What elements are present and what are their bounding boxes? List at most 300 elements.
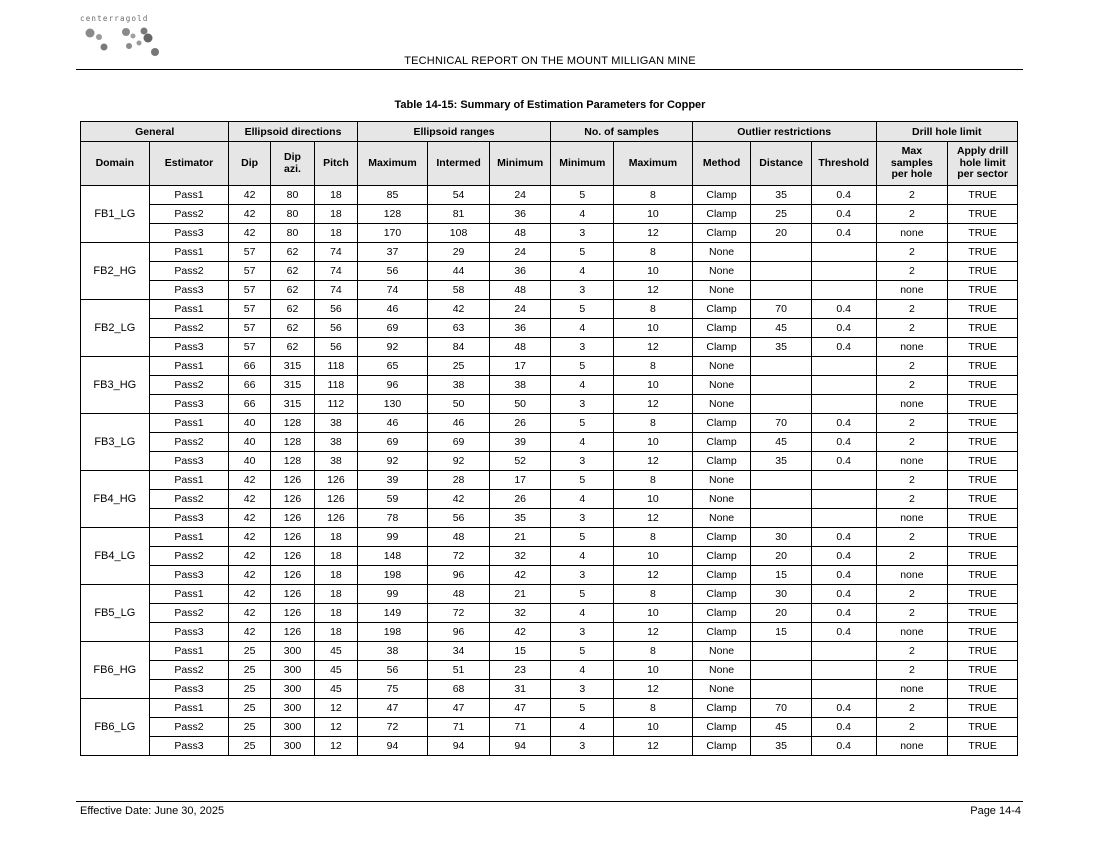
- column-header: Dip: [229, 142, 270, 186]
- table-cell: 0.4: [811, 737, 876, 756]
- table-cell: 96: [357, 376, 428, 395]
- table-cell: 74: [315, 262, 357, 281]
- table-cell: 10: [614, 661, 693, 680]
- table-cell: 2: [876, 547, 948, 566]
- column-header-row: [81, 142, 1018, 186]
- table-cell: 128: [270, 433, 314, 452]
- table-cell: TRUE: [948, 585, 1018, 604]
- table-cell: 2: [876, 300, 948, 319]
- table-cell: 170: [357, 224, 428, 243]
- table-row: [81, 281, 1018, 300]
- table-cell: 5: [551, 357, 614, 376]
- table-cell: 17: [489, 471, 551, 490]
- table-cell: Pass3: [149, 680, 229, 699]
- table-cell: 8: [614, 414, 693, 433]
- table-cell: 74: [315, 243, 357, 262]
- table-cell: 315: [270, 395, 314, 414]
- table-row: [81, 490, 1018, 509]
- table-row: [81, 604, 1018, 623]
- table-cell: 148: [357, 547, 428, 566]
- estimation-parameters-table: [80, 121, 1018, 756]
- table-cell: 5: [551, 186, 614, 205]
- table-caption: Table 14-15: Summary of Estimation Parameters for Copper: [394, 99, 706, 111]
- table-cell: 80: [270, 224, 314, 243]
- table-cell: 48: [428, 585, 490, 604]
- table-cell: 42: [229, 471, 270, 490]
- table-cell: 0.4: [811, 186, 876, 205]
- table-cell: Clamp: [692, 224, 751, 243]
- table-cell: Pass3: [149, 623, 229, 642]
- table-row: [81, 737, 1018, 756]
- table-cell: 12: [614, 281, 693, 300]
- table-cell: 4: [551, 262, 614, 281]
- table-cell: 85: [357, 186, 428, 205]
- table-cell: 12: [614, 224, 693, 243]
- table-cell: 99: [357, 528, 428, 547]
- table-cell: 130: [357, 395, 428, 414]
- table-cell: 62: [270, 300, 314, 319]
- table-cell: 198: [357, 623, 428, 642]
- table-cell: None: [692, 262, 751, 281]
- table-cell: 69: [357, 433, 428, 452]
- table-cell: 96: [428, 623, 490, 642]
- table-cell: [751, 357, 812, 376]
- table-cell: none: [876, 737, 948, 756]
- effective-date: Effective Date: June 30, 2025: [80, 805, 225, 817]
- table-cell: Pass2: [149, 319, 229, 338]
- table-row: [81, 205, 1018, 224]
- table-cell: TRUE: [948, 224, 1018, 243]
- table-cell: 0.4: [811, 699, 876, 718]
- table-cell: TRUE: [948, 433, 1018, 452]
- table-cell: 10: [614, 205, 693, 224]
- table-cell: 62: [270, 243, 314, 262]
- table-cell: 45: [751, 433, 812, 452]
- table-cell: 5: [551, 300, 614, 319]
- table-cell: 38: [357, 642, 428, 661]
- table-cell: TRUE: [948, 547, 1018, 566]
- table-cell: 40: [229, 414, 270, 433]
- table-cell: 0.4: [811, 547, 876, 566]
- table-cell: 20: [751, 547, 812, 566]
- column-header: Estimator: [149, 142, 229, 186]
- table-cell: 118: [315, 376, 357, 395]
- table-cell: 32: [489, 547, 551, 566]
- table-cell: 0.4: [811, 414, 876, 433]
- report-title: TECHNICAL REPORT ON THE MOUNT MILLIGAN MINE: [404, 55, 696, 67]
- table-cell: 3: [551, 566, 614, 585]
- table-cell: 128: [270, 452, 314, 471]
- table-cell: Pass3: [149, 452, 229, 471]
- table-cell: None: [692, 471, 751, 490]
- table-cell: Clamp: [692, 433, 751, 452]
- table-cell: 57: [229, 319, 270, 338]
- table-cell: Pass2: [149, 661, 229, 680]
- table-cell: TRUE: [948, 357, 1018, 376]
- table-cell: 0.4: [811, 224, 876, 243]
- table-cell: 18: [315, 623, 357, 642]
- table-cell: 0.4: [811, 585, 876, 604]
- table-cell: none: [876, 566, 948, 585]
- table-cell: 8: [614, 243, 693, 262]
- table-cell: 18: [315, 186, 357, 205]
- table-cell: 10: [614, 433, 693, 452]
- table-cell: 57: [229, 262, 270, 281]
- table-row: [81, 376, 1018, 395]
- table-cell: [811, 357, 876, 376]
- table-cell: 24: [489, 300, 551, 319]
- table-cell: Pass3: [149, 737, 229, 756]
- table-cell: 57: [229, 281, 270, 300]
- table-cell: 46: [428, 414, 490, 433]
- table-cell: None: [692, 243, 751, 262]
- table-cell: None: [692, 680, 751, 699]
- table-cell: 50: [428, 395, 490, 414]
- table-cell: 38: [315, 433, 357, 452]
- logo-wordmark: centerragold: [80, 14, 149, 23]
- table-cell: 15: [751, 623, 812, 642]
- table-cell: TRUE: [948, 566, 1018, 585]
- table-cell: 2: [876, 661, 948, 680]
- table-cell: 42: [229, 566, 270, 585]
- table-cell: 72: [428, 604, 490, 623]
- column-header: Max samples per hole: [876, 142, 948, 186]
- table-cell: 56: [315, 338, 357, 357]
- table-row: [81, 262, 1018, 281]
- table-cell: 12: [614, 566, 693, 585]
- table-cell: Clamp: [692, 737, 751, 756]
- table-cell: 12: [614, 737, 693, 756]
- table-cell: 126: [270, 604, 314, 623]
- table-cell: 128: [270, 414, 314, 433]
- table-cell: 3: [551, 680, 614, 699]
- table-cell: Pass1: [149, 414, 229, 433]
- page-number: Page 14-4: [970, 805, 1021, 817]
- domain-cell: FB2_LG: [81, 300, 150, 357]
- table-cell: 0.4: [811, 300, 876, 319]
- table-cell: Clamp: [692, 414, 751, 433]
- domain-cell: FB1_LG: [81, 186, 150, 243]
- table-cell: 300: [270, 699, 314, 718]
- table-cell: 8: [614, 300, 693, 319]
- table-cell: Clamp: [692, 452, 751, 471]
- table-cell: 25: [229, 718, 270, 737]
- table-row: [81, 357, 1018, 376]
- table-cell: 300: [270, 661, 314, 680]
- table-cell: 94: [428, 737, 490, 756]
- table-cell: TRUE: [948, 281, 1018, 300]
- table-cell: Clamp: [692, 623, 751, 642]
- table-cell: 38: [428, 376, 490, 395]
- table-cell: 0.4: [811, 452, 876, 471]
- table-row: [81, 718, 1018, 737]
- table-cell: Pass3: [149, 281, 229, 300]
- table-cell: Clamp: [692, 205, 751, 224]
- table-cell: 99: [357, 585, 428, 604]
- table-cell: 70: [751, 300, 812, 319]
- table-row: [81, 300, 1018, 319]
- table-cell: Pass3: [149, 224, 229, 243]
- table-cell: 2: [876, 319, 948, 338]
- domain-cell: FB3_HG: [81, 357, 150, 414]
- table-cell: Clamp: [692, 319, 751, 338]
- table-cell: TRUE: [948, 319, 1018, 338]
- table-cell: TRUE: [948, 604, 1018, 623]
- table-cell: 17: [489, 357, 551, 376]
- table-cell: Clamp: [692, 547, 751, 566]
- table-cell: 10: [614, 547, 693, 566]
- table-cell: 8: [614, 471, 693, 490]
- table-cell: 10: [614, 490, 693, 509]
- table-cell: 25: [229, 699, 270, 718]
- table-cell: 42: [428, 300, 490, 319]
- table-cell: 68: [428, 680, 490, 699]
- table-cell: 0.4: [811, 566, 876, 585]
- table-cell: Pass3: [149, 338, 229, 357]
- table-cell: 24: [489, 243, 551, 262]
- table-cell: 45: [315, 661, 357, 680]
- table-cell: [751, 490, 812, 509]
- table-cell: None: [692, 509, 751, 528]
- table-cell: TRUE: [948, 642, 1018, 661]
- table-cell: 5: [551, 471, 614, 490]
- table-cell: 56: [315, 319, 357, 338]
- table-cell: 128: [357, 205, 428, 224]
- group-header: Drill hole limit: [876, 122, 1017, 142]
- table-cell: 94: [489, 737, 551, 756]
- table-cell: 12: [315, 699, 357, 718]
- table-cell: Pass2: [149, 262, 229, 281]
- table-cell: 42: [428, 490, 490, 509]
- table-cell: Clamp: [692, 566, 751, 585]
- table-cell: 31: [489, 680, 551, 699]
- table-cell: 69: [357, 319, 428, 338]
- table-cell: 28: [428, 471, 490, 490]
- table-cell: Clamp: [692, 338, 751, 357]
- table-cell: TRUE: [948, 452, 1018, 471]
- table-cell: Pass2: [149, 547, 229, 566]
- table-cell: 25: [229, 642, 270, 661]
- column-header: Method: [692, 142, 751, 186]
- table-cell: 50: [489, 395, 551, 414]
- table-row: [81, 623, 1018, 642]
- table-cell: 12: [315, 737, 357, 756]
- table-cell: 24: [489, 186, 551, 205]
- table-cell: 25: [229, 661, 270, 680]
- table-cell: [811, 661, 876, 680]
- table-cell: 42: [229, 186, 270, 205]
- table-cell: 38: [315, 452, 357, 471]
- table-cell: 5: [551, 642, 614, 661]
- table-cell: 2: [876, 357, 948, 376]
- table-cell: 70: [751, 414, 812, 433]
- table-cell: 35: [751, 452, 812, 471]
- table-cell: [811, 642, 876, 661]
- column-header: Apply drill hole limit per sector: [948, 142, 1018, 186]
- domain-cell: FB6_LG: [81, 699, 150, 756]
- table-cell: 4: [551, 547, 614, 566]
- table-cell: 40: [229, 433, 270, 452]
- table-cell: Pass2: [149, 718, 229, 737]
- table-cell: 126: [315, 490, 357, 509]
- table-cell: 315: [270, 357, 314, 376]
- table-cell: TRUE: [948, 300, 1018, 319]
- table-cell: 2: [876, 243, 948, 262]
- table-cell: 62: [270, 262, 314, 281]
- table-cell: 30: [751, 528, 812, 547]
- table-cell: 38: [489, 376, 551, 395]
- table-cell: 42: [229, 490, 270, 509]
- table-cell: TRUE: [948, 243, 1018, 262]
- table-cell: 12: [614, 509, 693, 528]
- table-cell: 0.4: [811, 319, 876, 338]
- table-cell: [811, 376, 876, 395]
- table-cell: 35: [751, 186, 812, 205]
- table-cell: [811, 509, 876, 528]
- table-cell: 84: [428, 338, 490, 357]
- footer-divider: [76, 801, 1023, 802]
- table-cell: 18: [315, 224, 357, 243]
- table-cell: 92: [357, 452, 428, 471]
- table-cell: 80: [270, 186, 314, 205]
- column-header: Domain: [81, 142, 150, 186]
- table-cell: none: [876, 452, 948, 471]
- column-header: Maximum: [357, 142, 428, 186]
- table-cell: [751, 680, 812, 699]
- table-cell: 42: [489, 566, 551, 585]
- table-cell: 5: [551, 699, 614, 718]
- table-cell: Clamp: [692, 300, 751, 319]
- table-cell: 10: [614, 319, 693, 338]
- table-cell: 48: [489, 281, 551, 300]
- table-cell: 42: [229, 585, 270, 604]
- table-cell: 10: [614, 376, 693, 395]
- table-cell: [751, 243, 812, 262]
- table-cell: 23: [489, 661, 551, 680]
- table-cell: [811, 281, 876, 300]
- table-cell: none: [876, 623, 948, 642]
- table-cell: Clamp: [692, 604, 751, 623]
- table-cell: None: [692, 395, 751, 414]
- table-cell: 35: [751, 338, 812, 357]
- table-cell: 35: [489, 509, 551, 528]
- table-cell: 66: [229, 357, 270, 376]
- table-cell: Pass1: [149, 186, 229, 205]
- table-cell: TRUE: [948, 262, 1018, 281]
- table-cell: None: [692, 490, 751, 509]
- table-cell: 45: [315, 680, 357, 699]
- table-cell: 80: [270, 205, 314, 224]
- table-cell: 81: [428, 205, 490, 224]
- table-row: [81, 224, 1018, 243]
- table-cell: Pass1: [149, 585, 229, 604]
- table-cell: Pass2: [149, 490, 229, 509]
- table-row: [81, 395, 1018, 414]
- header-divider: [76, 69, 1023, 70]
- table-cell: 15: [489, 642, 551, 661]
- group-header: Outlier restrictions: [692, 122, 876, 142]
- table-cell: 4: [551, 205, 614, 224]
- table-cell: 57: [229, 338, 270, 357]
- table-cell: 2: [876, 205, 948, 224]
- table-cell: 3: [551, 338, 614, 357]
- table-cell: Pass1: [149, 471, 229, 490]
- table-row: [81, 528, 1018, 547]
- table-cell: Pass2: [149, 205, 229, 224]
- table-cell: Pass3: [149, 566, 229, 585]
- table-cell: TRUE: [948, 414, 1018, 433]
- table-cell: 3: [551, 737, 614, 756]
- table-cell: None: [692, 357, 751, 376]
- table-row: [81, 414, 1018, 433]
- table-cell: 3: [551, 224, 614, 243]
- table-cell: [751, 376, 812, 395]
- table-cell: 0.4: [811, 433, 876, 452]
- table-cell: 4: [551, 718, 614, 737]
- table-cell: 54: [428, 186, 490, 205]
- table-cell: 126: [270, 585, 314, 604]
- table-cell: 2: [876, 642, 948, 661]
- table-cell: 118: [315, 357, 357, 376]
- table-cell: 75: [357, 680, 428, 699]
- table-cell: 4: [551, 376, 614, 395]
- table-cell: 74: [315, 281, 357, 300]
- table-cell: 2: [876, 186, 948, 205]
- table-cell: 74: [357, 281, 428, 300]
- table-cell: Pass2: [149, 604, 229, 623]
- table-cell: 8: [614, 528, 693, 547]
- table-cell: 57: [229, 300, 270, 319]
- table-row: [81, 471, 1018, 490]
- table-cell: 51: [428, 661, 490, 680]
- group-header-row: [81, 122, 1018, 142]
- table-cell: none: [876, 224, 948, 243]
- table-cell: 47: [428, 699, 490, 718]
- table-cell: 42: [229, 547, 270, 566]
- table-cell: 45: [751, 718, 812, 737]
- table-cell: 2: [876, 604, 948, 623]
- table-cell: 4: [551, 319, 614, 338]
- table-cell: 12: [614, 623, 693, 642]
- table-cell: TRUE: [948, 205, 1018, 224]
- table-cell: none: [876, 395, 948, 414]
- table-cell: 8: [614, 642, 693, 661]
- table-cell: 0.4: [811, 528, 876, 547]
- table-cell: Clamp: [692, 699, 751, 718]
- table-cell: 48: [428, 528, 490, 547]
- table-cell: 59: [357, 490, 428, 509]
- table-cell: Pass1: [149, 300, 229, 319]
- domain-cell: FB2_HG: [81, 243, 150, 300]
- table-cell: 2: [876, 490, 948, 509]
- table-cell: TRUE: [948, 699, 1018, 718]
- table-cell: TRUE: [948, 490, 1018, 509]
- table-cell: 8: [614, 585, 693, 604]
- table-cell: 2: [876, 433, 948, 452]
- domain-cell: FB4_LG: [81, 528, 150, 585]
- table-cell: Pass1: [149, 642, 229, 661]
- table-cell: 5: [551, 585, 614, 604]
- table-cell: Pass1: [149, 243, 229, 262]
- table-cell: 56: [357, 262, 428, 281]
- table-cell: 36: [489, 205, 551, 224]
- table-cell: TRUE: [948, 376, 1018, 395]
- table-cell: 12: [614, 680, 693, 699]
- table-cell: TRUE: [948, 623, 1018, 642]
- table-cell: 78: [357, 509, 428, 528]
- table-cell: 8: [614, 699, 693, 718]
- table-cell: 25: [229, 680, 270, 699]
